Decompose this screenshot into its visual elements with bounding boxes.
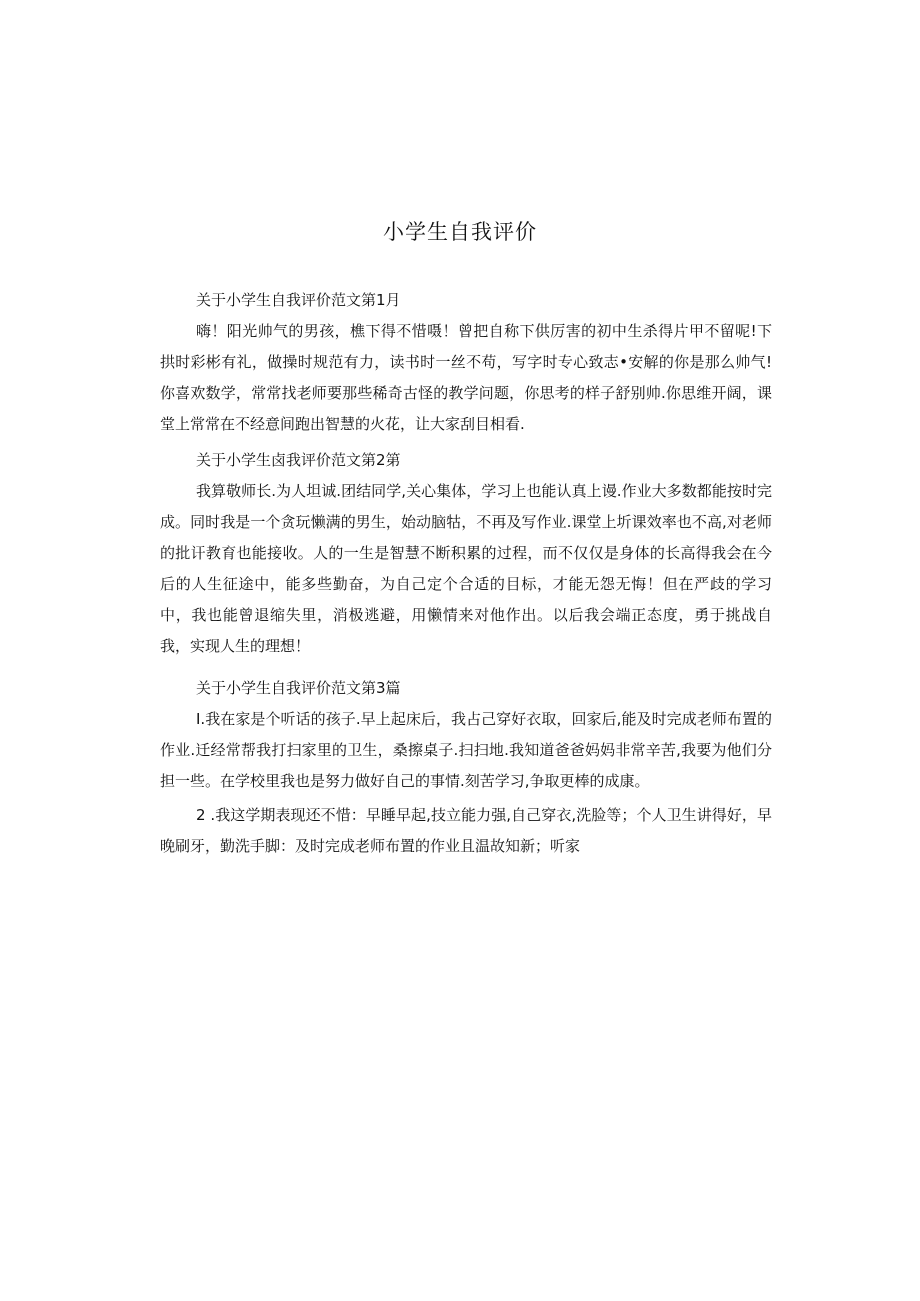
- section-1-paragraph-1: 嗨！阳光帅气的男孩，樵下得不惜嗫！曾把自称下供厉害的初中生杀得片甲不留呢!下拱时彩彬有礼，做操时规范有力，读书时一丝不苟，写字时专心致志•安解的你是那么帅气!你喜欢数学，常常找老师要那些稀奇古怪的教学问题，你思考的样子舒别帅.你思维开阔，课堂上常常在不经意间跑出智慧的火花，让大家刮目相看.: [160, 322, 772, 433]
- section-heading-1: 关于小学生自我评价范文第1月: [196, 291, 401, 309]
- section-heading-3: 关于小学生自我评价范文第3篇: [196, 679, 401, 697]
- section-3-paragraph-1: I.我在家是个听话的孩子.早上起床后，我占己穿好衣取，回家后,能及时完成老师布置的作业.迁经常帮我打扫家里的卫生，桑擦桌子.扫扫地.我知道爸爸妈妈非常辛苦,我要为他们分担一些。在学校里我也是努力做好自己的事情.刻苦学习,争取更棒的成康。: [160, 710, 772, 790]
- section-heading-2: 关于小学生卤我评价范文第2第: [196, 451, 401, 469]
- section-2-paragraph-1: 我算敬师长.为人坦诚.团结同学,关心集体，学习上也能认真上谩.作业大多数都能按时完成。同时我是一个贪玩懒满的男生，始动脑牯，不再及写作业.课堂上圻课效率也不高,对老师的批讦教育也能接收。人的一生是智慧不断积累的过程，而不仅仅是身体的长高得我会在今后的人生征途中，能多些勤奋，为自己定个合适的目标，才能无怨无悔！但在严歧的学习中，我也能曾退缩失里，消极逃避，用懒情来对他作出。以后我会端正态度，勇于挑战自我，实现人生的理想！: [160, 482, 772, 655]
- section-3-paragraph-2: 2 .我这学期表现还不惜：早睡早起,技立能力强,自己穿衣,洗脸等；个人卫生讲得好，早晚刷牙，勤洗手脚：及时完成老师布置的作业且温故知新；听家: [160, 806, 772, 855]
- document-title: 小学生自我评价: [383, 220, 537, 244]
